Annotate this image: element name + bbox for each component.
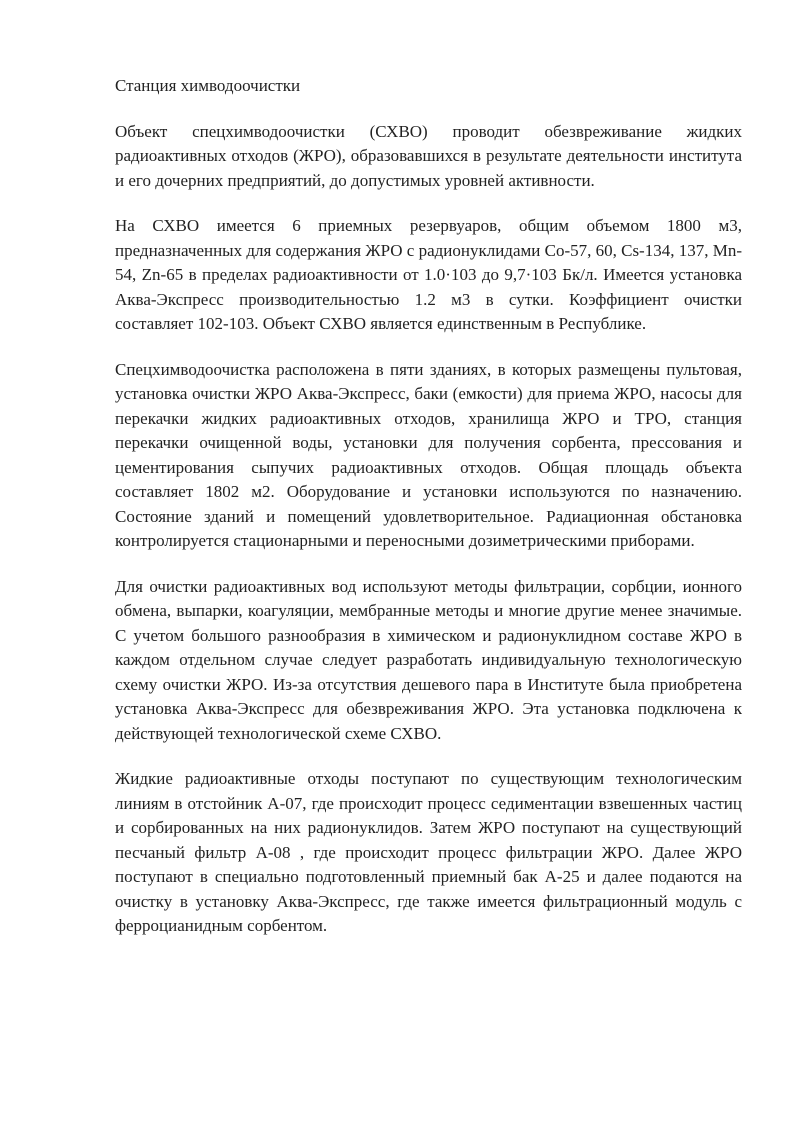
document-body: [115, 74, 742, 960]
paragraph-2: На СХВО имеется 6 приемных резервуаров, общим объемом 1800 м3, предназначенных для содержания ЖРО с радионуклидами Co-57, 60, Cs-134, 137, Mn-54, Zn-65 в пределах радиоактивности от 1.0·103 до 9,7·103 Бк/л. Имеется установка Аква-Экспресс производительностью 1.2 м3 в сутки. Коэффициент очистки составляет 102-103. Объект СХВО является единственным в Республике.: [115, 216, 742, 333]
paragraph-1: Объект спецхимводоочистки (СХВО) проводит обезвреживание жидких радиоактивных отходов (ЖРО), образовавшихся в результате деятельности института и его дочерних предприятий, до допустимых уровней активности.: [115, 121, 742, 190]
document-title: Станция химводоочистки: [115, 76, 301, 95]
paragraph-4: Для очистки радиоактивных вод используют методы фильтрации, сорбции, ионного обмена, выпарки, коагуляции, мембранные методы и многие другие менее значимые. С учетом большого разнообразия в химическом и радионуклидном составе ЖРО в каждом отдельном случае следует разработать индивидуальную технологическую схему очистки ЖРО. Из-за отсутствия дешевого пара в Институте была приобретена установка Аква-Экспресс для обезвреживания ЖРО. Эта установка подключена к действующей технологической схеме СХВО.: [115, 576, 742, 743]
paragraph-3: Спецхимводоочистка расположена в пяти зданиях, в которых размещены пультовая, установка очистки ЖРО Аква-Экспресс, баки (емкости) для приема ЖРО, насосы для перекачки жидких радиоактивных отходов, хранилища ЖРО и ТРО, станция перекачки очищенной воды, установки для получения сорбента, прессования и цементирования сыпучих радиоактивных отходов. Общая площадь объекта составляет 1802 м2. Оборудование и установки используются по назначению. Состояние зданий и помещений удовлетворительное. Радиационная обстановка контролируется стационарными и переносными дозиметрическими приборами.: [115, 359, 742, 550]
paragraph-5: Жидкие радиоактивные отходы поступают по существующим технологическим линиям в отстойник А-07, где происходит процесс седиментации взвешенных частиц и сорбированных на них радионуклидов. Затем ЖРО поступают на существующий песчаный фильтр А-08 , где происходит процесс фильтрации ЖРО. Далее ЖРО поступают в специально подготовленный приемный бак А-25 и далее подаются на очистку в установку Аква-Экспресс, где также имеется фильтрационный модуль с ферроцианидным сорбентом.: [115, 769, 742, 935]
